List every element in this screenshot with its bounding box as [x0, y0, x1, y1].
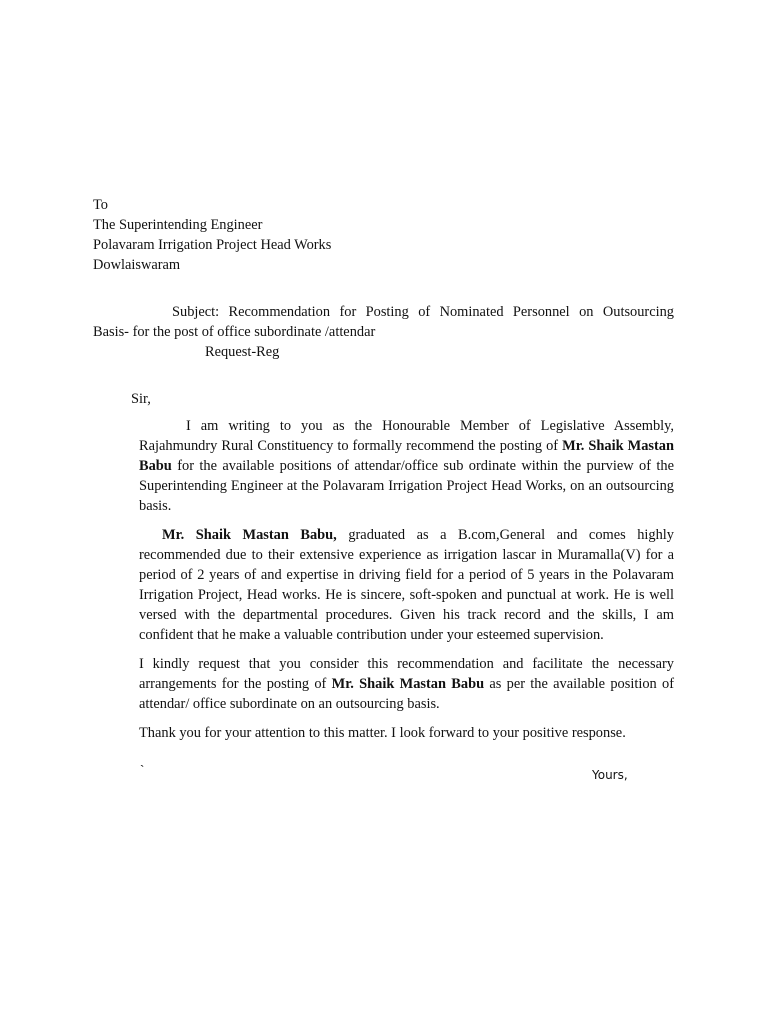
paragraph-3-name: Mr. Shaik Mastan Babu	[331, 676, 485, 692]
paragraph-3-text-a: I kindly request that you consider this recommendation and facilitate the necessary arrangements for the posting of	[139, 656, 674, 692]
subject-line-1: Subject: Recommendation for Posting of Nominated Personnel on Outsourcing	[172, 304, 674, 320]
paragraph-1	[139, 416, 674, 516]
paragraph-3-text-b: as per the available position of attendar/ office subordinate on an outsourcing basis.	[139, 676, 674, 712]
salutation: Sir,	[131, 391, 151, 407]
paragraph-1-text-a: I am writing to you as the Honourable Member of Legislative Assembly, Rajahmundry Rural Constituency to formally recommend the posting of	[139, 418, 674, 454]
subject-line-3: Request-Reg	[205, 344, 280, 360]
paragraph-1-text-b: for the available positions of attendar/office sub ordinate within the purview of the Superintending Engineer at the Polavaram Irrigation Project Head Works, on an outsourcing basis.	[139, 458, 674, 514]
paragraph-2-name: Mr. Shaik Mastan Babu,	[162, 527, 337, 543]
paragraph-1-name: Mr. Shaik Mastan Babu	[139, 438, 674, 474]
subject-block	[93, 302, 674, 362]
recipient-address	[93, 195, 493, 275]
closing: Yours,	[592, 768, 628, 782]
letter-body	[139, 416, 674, 752]
address-recipient: The Superintending Engineer	[93, 217, 263, 233]
address-project: Polavaram Irrigation Project Head Works	[93, 237, 332, 253]
stray-mark: `	[140, 762, 145, 777]
paragraph-2-text: graduated as a B.com,General and comes highly recommended due to their extensive experience as irrigation lascar in Muramalla(V) for a period of 2 years of and expertise in driving field for a period of 5 years in the Polavaram Irrigation Project, Head works. He is sincere, soft-spoken and punctual at work. He is well versed with the departmental procedures. Given his track record and the skills, I am confident that he make a valuable contribution under your esteemed supervision.	[139, 527, 674, 643]
paragraph-4: Thank you for your attention to this matter. I look forward to your positive response.	[139, 725, 626, 741]
paragraph-3	[139, 654, 674, 714]
address-to: To	[93, 197, 108, 213]
paragraph-2	[139, 525, 674, 645]
address-place: Dowlaiswaram	[93, 257, 181, 273]
subject-line-2: Basis- for the post of office subordinate /attendar	[93, 324, 376, 340]
